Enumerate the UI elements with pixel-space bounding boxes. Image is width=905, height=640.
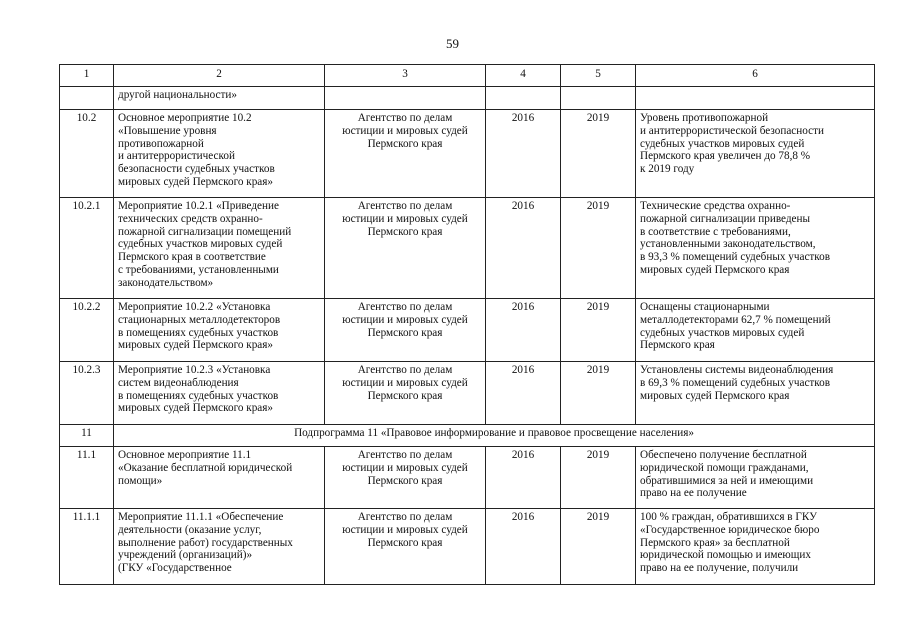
start-year: 2016 [486,362,561,425]
row-number: 10.2.1 [60,198,114,299]
expected-result [636,87,875,110]
measure-name: Основное мероприятие 10.2 «Повышение уровня противопожарной и антитеррористической безопасности судебных участков мировых судей Пермского края» [114,110,325,198]
measure-name: Мероприятие 10.2.1 «Приведение технических средств охранно- пожарной сигнализации помещений судебных участков мировых судей Пермского края в соответствие с требованиями, установленными законодательством» [114,198,325,299]
column-header: 1 [60,65,114,87]
table-row [60,87,875,110]
program-table [59,64,875,585]
executor: Агентство по делам юстиции и мировых судей Пермского края [325,509,486,585]
expected-result: Технические средства охранно- пожарной сигнализации приведены в соответствие с требованиями, установленными законодательством, в 93,3 % помещений судебных участков мировых судей Пермского края [636,198,875,299]
row-number: 10.2 [60,110,114,198]
executor: Агентство по делам юстиции и мировых судей Пермского края [325,447,486,509]
page-number: 59 [446,36,459,51]
table-row [60,198,875,299]
end-year [561,87,636,110]
expected-result: Обеспечено получение бесплатной юридической помощи гражданами, обратившимися за ней и имеющими право на ее получение [636,447,875,509]
table-row [60,509,875,585]
start-year: 2016 [486,110,561,198]
end-year: 2019 [561,362,636,425]
executor: Агентство по делам юстиции и мировых судей Пермского края [325,299,486,362]
row-number: 11.1.1 [60,509,114,585]
end-year: 2019 [561,299,636,362]
measure-name: Мероприятие 11.1.1 «Обеспечение деятельности (оказание услуг, выполнение работ) государственных учреждений (организаций)» (ГКУ «Государственное [114,509,325,585]
row-number [60,87,114,110]
measure-name: Мероприятие 10.2.2 «Установка стационарных металлодетекторов в помещениях судебных участков мировых судей Пермского края» [114,299,325,362]
table-row [60,447,875,509]
expected-result: Оснащены стационарными металлодетекторами 62,7 % помещений судебных участков мировых судей Пермского края [636,299,875,362]
start-year [486,87,561,110]
column-header: 5 [561,65,636,87]
row-number: 11.1 [60,447,114,509]
table-header-row [60,65,875,87]
end-year: 2019 [561,447,636,509]
table-row [60,299,875,362]
section-row [60,425,875,447]
column-header: 3 [325,65,486,87]
start-year: 2016 [486,198,561,299]
column-header: 4 [486,65,561,87]
section-number: 11 [60,425,114,447]
table-row [60,362,875,425]
expected-result: Установлены системы видеонаблюдения в 69,3 % помещений судебных участков мировых судей Пермского края [636,362,875,425]
end-year: 2019 [561,198,636,299]
column-header: 2 [114,65,325,87]
end-year: 2019 [561,110,636,198]
section-title: Подпрограмма 11 «Правовое информирование и правовое просвещение населения» [114,425,875,447]
measure-name: другой национальности» [114,87,325,110]
row-number: 10.2.2 [60,299,114,362]
measure-name: Основное мероприятие 11.1 «Оказание бесплатной юридической помощи» [114,447,325,509]
start-year: 2016 [486,447,561,509]
table-row [60,110,875,198]
measure-name: Мероприятие 10.2.3 «Установка систем видеонаблюдения в помещениях судебных участков мировых судей Пермского края» [114,362,325,425]
executor [325,87,486,110]
expected-result: Уровень противопожарной и антитеррористической безопасности судебных участков мировых судей Пермского края увеличен до 78,8 % к 2019 году [636,110,875,198]
start-year: 2016 [486,299,561,362]
column-header: 6 [636,65,875,87]
expected-result: 100 % граждан, обратившихся в ГКУ «Государственное юридическое бюро Пермского края» за бесплатной юридической помощью и имеющих право на ее получение, получили [636,509,875,585]
start-year: 2016 [486,509,561,585]
executor: Агентство по делам юстиции и мировых судей Пермского края [325,362,486,425]
row-number: 10.2.3 [60,362,114,425]
end-year: 2019 [561,509,636,585]
executor: Агентство по делам юстиции и мировых судей Пермского края [325,110,486,198]
executor: Агентство по делам юстиции и мировых судей Пермского края [325,198,486,299]
